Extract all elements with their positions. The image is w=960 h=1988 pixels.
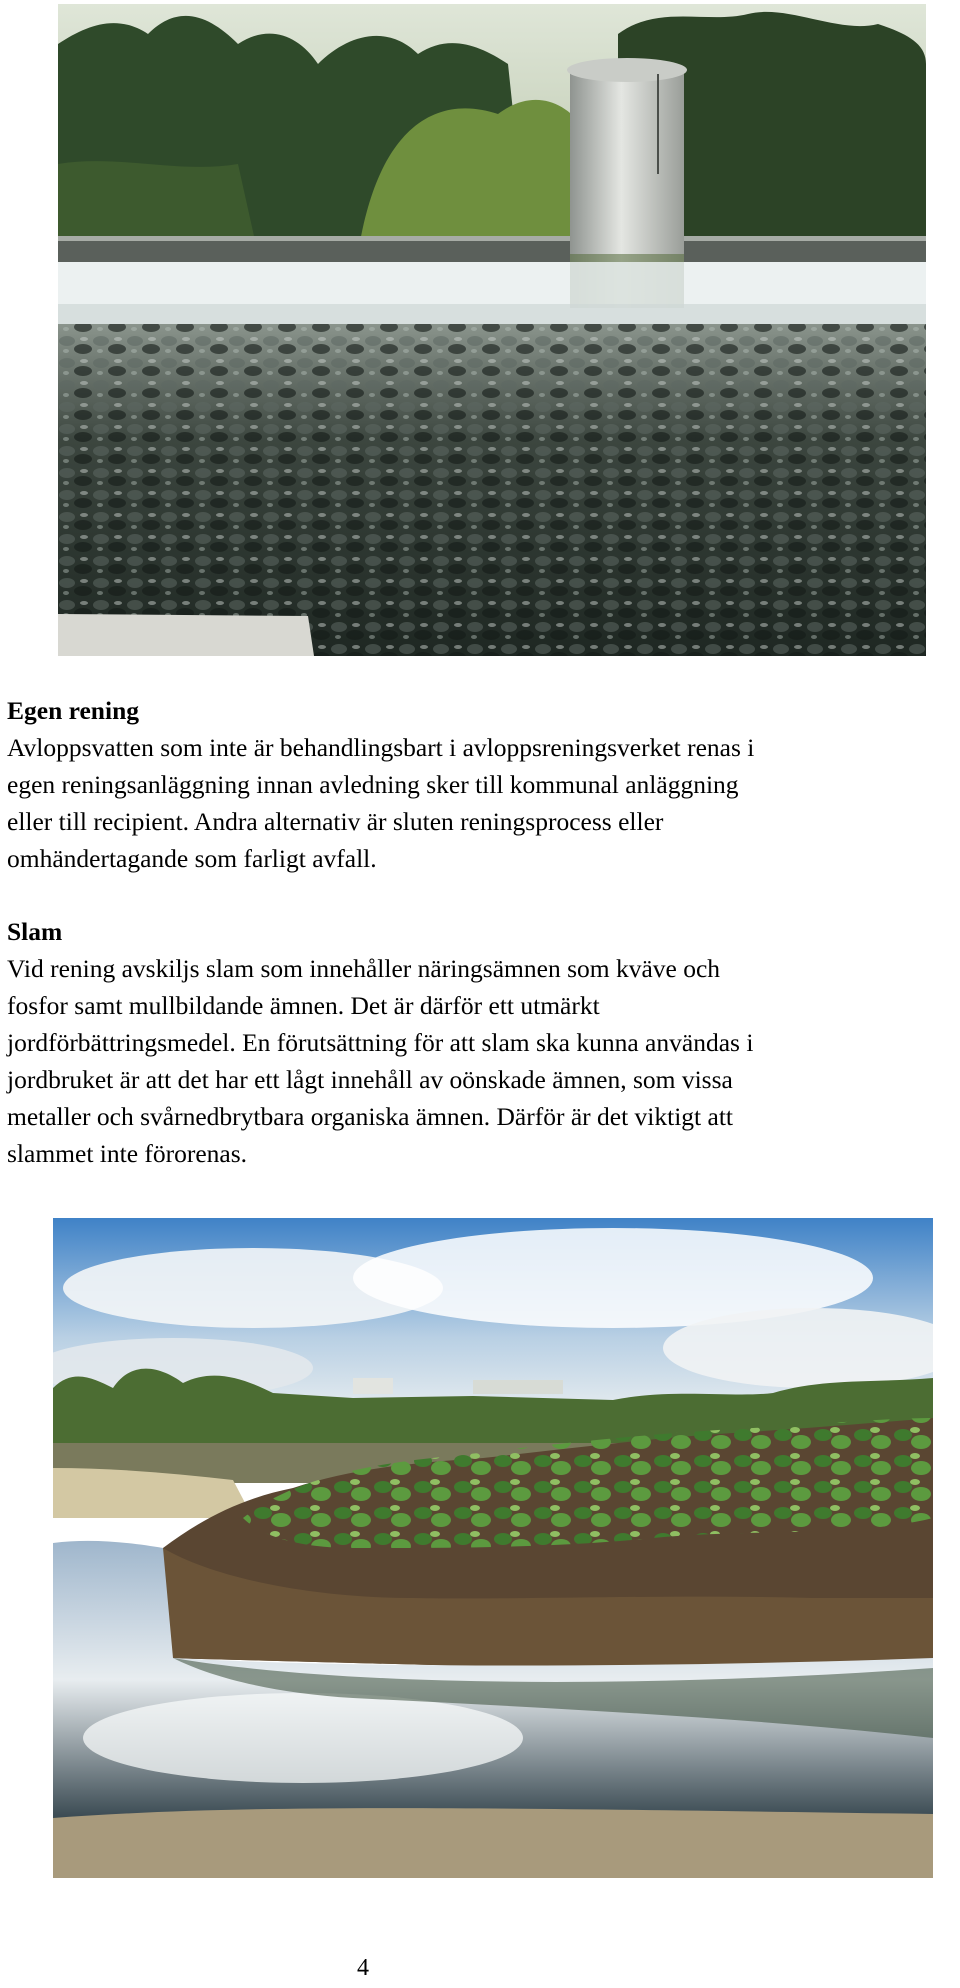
section-heading-egen-rening: Egen rening [7,696,140,725]
trickling-filter-illustration [58,4,926,656]
paragraph-line: jordbruket är att det har ett lågt innehåll av oönskade ämnen, som vissa [7,1065,733,1094]
paragraph-line: metaller och svårnedbrytbara organiska ämnen. Därför är det viktigt att [7,1102,734,1131]
trickling-filter-photo [58,4,926,656]
body-text [7,692,955,1172]
paragraph-line: eller till recipient. Andra alternativ är sluten reningsprocess eller [7,807,664,836]
paragraph-line: egen reningsanläggning innan avledning sker till kommunal anläggning [7,770,739,799]
page-number: 4 [357,1955,369,1981]
paragraph-gap [7,877,955,913]
sludge-heap-photo [53,1218,933,1878]
sludge-heap-illustration [53,1218,933,1878]
paragraph-line: Avloppsvatten som inte är behandlingsbart i avloppsreningsverket renas i [7,733,755,762]
paragraph-line: jordförbättringsmedel. En förutsättning för att slam ska kunna användas i [7,1028,754,1057]
paragraph-line: slammet inte förorenas. [7,1139,248,1168]
paragraph-line: Vid rening avskiljs slam som innehåller näringsämnen som kväve och [7,954,721,983]
paragraph-line: omhändertagande som farligt avfall. [7,844,377,873]
section-heading-slam: Slam [7,917,63,946]
paragraph-line: fosfor samt mullbildande ämnen. Det är därför ett utmärkt [7,991,600,1020]
